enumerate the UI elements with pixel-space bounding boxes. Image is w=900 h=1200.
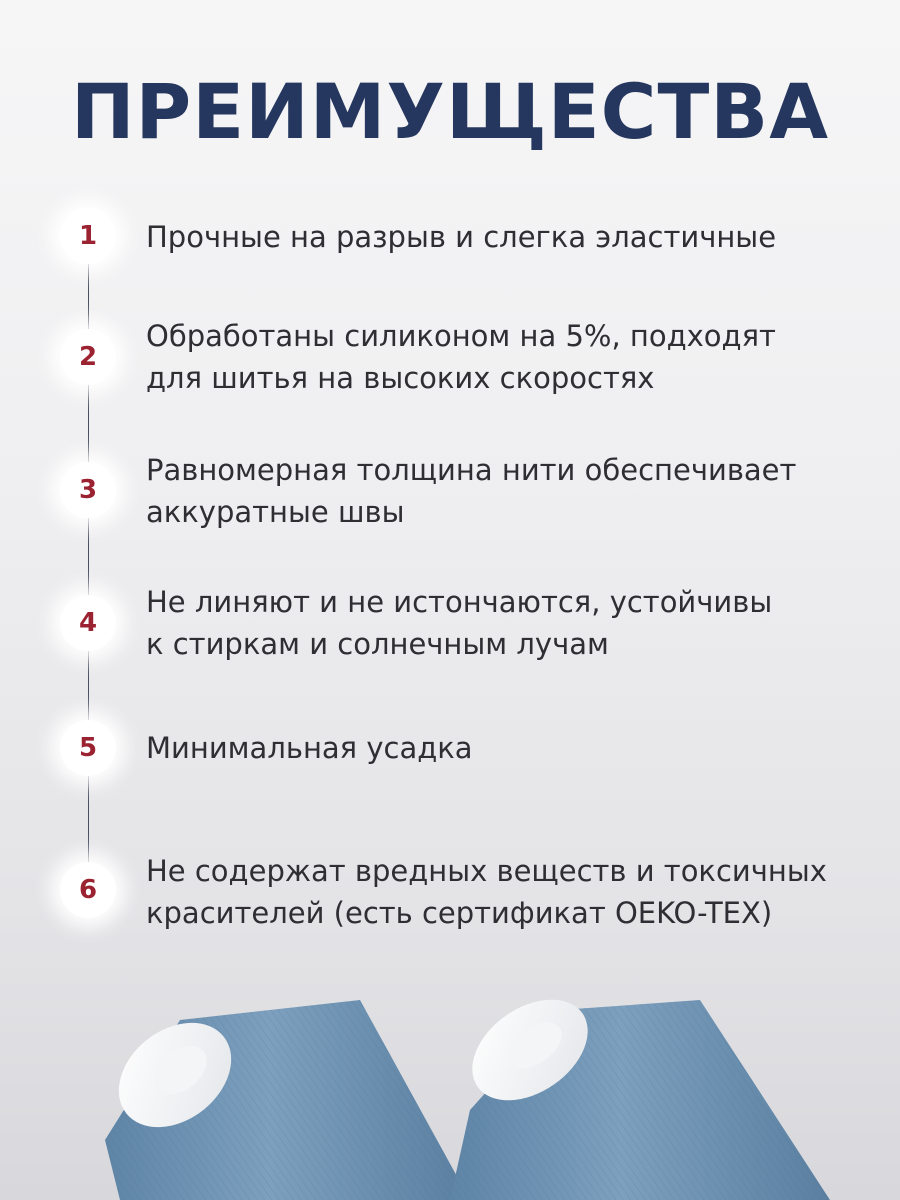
left-spool [98,1000,470,1200]
number-badge-5: 5 [60,720,116,776]
number-badge-1: 1 [60,208,116,264]
advantage-text-5: Минимальная усадка [146,731,473,765]
advantage-text-2: Обработаны силиконом на 5%, подходят для шитья на высоких скоростях [146,319,776,395]
advantage-text-4: Не линяют и не истончаются, устойчивы к стиркам и солнечным лучам [146,585,773,661]
advantage-text-1: Прочные на разрыв и слегка эластичные [146,220,777,254]
number-badge-4: 4 [60,595,116,651]
right-spool [450,990,830,1200]
number-badge-2: 2 [60,329,116,385]
page-title: ПРЕИМУЩЕСТВА [70,67,830,156]
number-badge-6: 6 [60,862,116,918]
thread-spools-image [0,990,900,1200]
advantage-text-3: Равномерная толщина нити обеспечивает аккуратные швы [146,453,797,529]
number-badge-3: 3 [60,462,116,518]
advantage-text-6: Не содержат вредных веществ и токсичных красителей (есть сертификат OEKO-TEX) [146,854,827,930]
